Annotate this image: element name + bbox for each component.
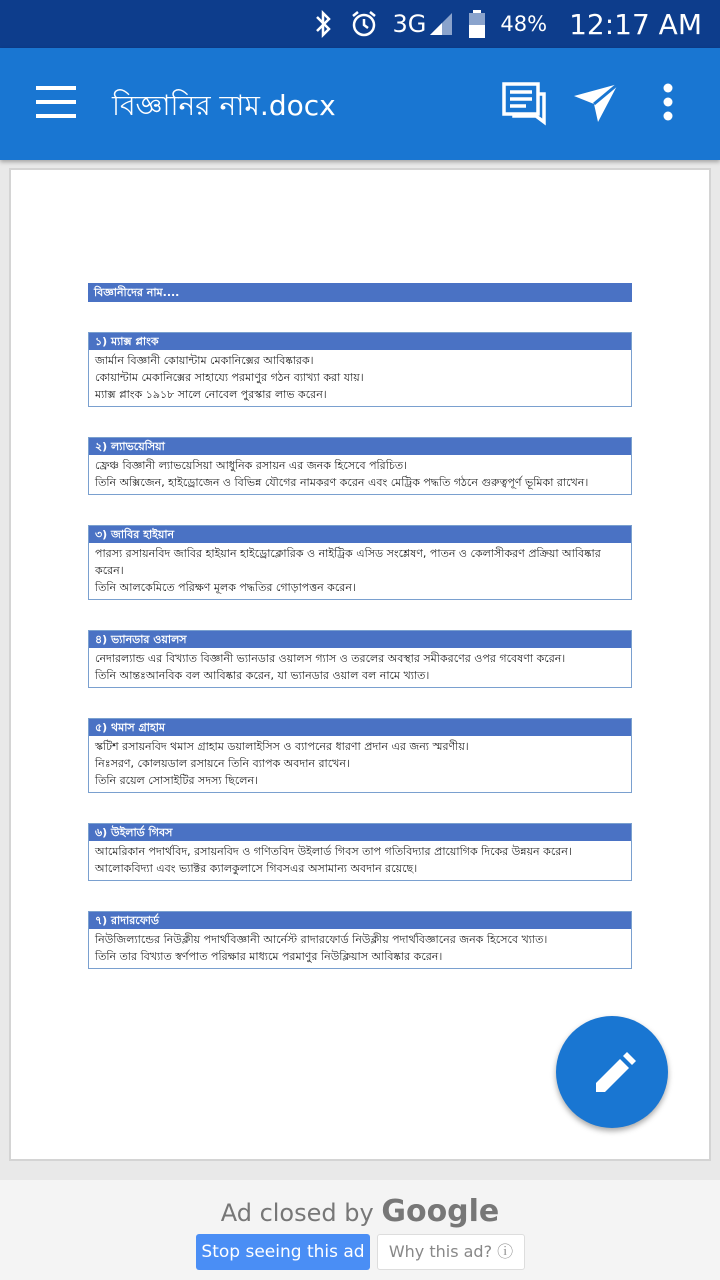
document-title: বিজ্ঞানির নাম.docx [112,89,336,122]
network-type: 3G [392,10,427,38]
entry-title: ৪) ভ্যানডার ওয়ালস [89,631,631,648]
entry-line: নিঃসরণ, কোলয়ডাল রসায়নে তিনি ব্যাপক অবদান রাখেন। [95,757,350,770]
entry-title: ৬) উইলার্ড গিবস [89,824,631,841]
ad-closed-text [0,1194,720,1229]
entry-line: ম্যাক্স প্লাংক ১৯১৮ সালে নোবেল পুরস্কার লাভ করেন। [95,388,327,401]
document-content [88,283,632,969]
comments-icon[interactable] [500,78,552,130]
entry-body [89,543,631,599]
scientist-entry [88,823,632,881]
entry-body [89,648,631,687]
entry-line: তিনি আন্তঃআনবিক বল আবিষ্কার করেন, যা ভ্যানডার ওয়াল বল নামে খ্যাত। [95,669,430,682]
entry-title: ৩) জাবির হাইয়ান [89,526,631,543]
scientist-entry [88,332,632,407]
entry-title: ২) ল্যাভয়েসিয়া [89,438,631,455]
edit-button[interactable] [556,1016,668,1128]
clock: 12:17 AM [569,7,702,41]
scientist-entry [88,911,632,969]
entry-line: তিনি তার বিখ্যাত স্বর্ণপাত পরিক্ষার মাধ্যমে পরমাণুর নিউক্লিয়াস আবিষ্কার করেন। [95,950,443,963]
entry-title: ৫) থমাস গ্রাহাম [89,719,631,736]
app-bar [0,48,720,160]
scientist-entry [88,525,632,600]
entry-body [89,736,631,792]
scientist-entry [88,718,632,793]
entry-line: পারস্য রসায়নবিদ জাবির হাইয়ান হাইড্রোক্লোরিক ও নাইট্রিক এসিড সংশ্লেষণ, পাতন ও কেলাসীকরণ প্রক্রিয়া আবিষ্কার করেন। [95,547,601,577]
entry-line: নেদারল্যান্ড এর বিখ্যাত বিজ্ঞানী ভ্যানডার ওয়ালস গ্যাস ও তরলের অবস্থার সমীকরণের ওপর গবেষণা করেন। [95,652,566,665]
status-bar [0,0,720,48]
battery-icon [468,9,486,39]
entry-line: জার্মান বিজ্ঞানী কোয়ান্টাম মেকানিক্সের আবিষ্কারক। [95,354,314,367]
why-this-ad-button[interactable]: Why this ad? ⓘ [377,1234,525,1270]
ad-closed-prefix: Ad closed by [220,1199,374,1227]
scientist-entry [88,437,632,495]
entry-line: কোয়ান্টাম মেকানিক্সের সাহায্যে পরমাণুর গঠন ব্যাখ্যা করা যায়। [95,371,364,384]
entry-title: ৭) রাদারফোর্ড [89,912,631,929]
entry-line: তিনি রয়েল সোসাইটির সদস্য ছিলেন। [95,774,258,787]
menu-icon[interactable] [36,86,76,120]
google-logo: Google [381,1194,500,1229]
bluetooth-icon [313,9,335,39]
entry-body [89,929,631,968]
entry-title: ১) ম্যাক্স প্লাংক [89,333,631,350]
entry-line: ফ্রেঞ্চ বিজ্ঞানী ল্যাভয়েসিয়া আধুনিক রসায়ন এর জনক হিসেবে পরিচিত। [95,459,408,472]
entry-line: তিনি অক্সিজেন, হাইড্রোজেন ও বিভিন্ন যৌগের নামকরণ করেন এবং মেট্রিক পদ্ধতি গঠনে গুরুত্বপূর্ণ ভূমিকা রাখেন। [95,476,589,489]
entry-body [89,350,631,406]
signal-icon [428,11,454,37]
entry-line: তিনি আলকেমিতে পরিক্ষণ মূলক পদ্ধতির গোড়াপত্তন করেন। [95,581,356,594]
edit-pencil-icon [556,1016,668,1128]
entry-line: নিউজিল্যান্ডের নিউক্লীয় পদার্থবিজ্ঞানী আর্নেস্ট রাদারফোর্ড নিউক্লীয় পদার্থবিজ্ঞানের জনক হিসেবে খ্যাত। [95,933,548,946]
entry-body [89,841,631,880]
stop-seeing-ad-button[interactable]: Stop seeing this ad [196,1234,370,1270]
entry-line: আলোকবিদ্যা এবং ভ্যাক্টর ক্যালকুলাসে গিবসএর অসামান্য অবদান রয়েছে। [95,862,418,875]
battery-percent: 48% [500,12,548,36]
entry-body [89,455,631,494]
scientist-entry [88,630,632,688]
entry-line: স্কটিশ রসায়নবিদ থমাস গ্রাহাম ডয়ালাইসিস ও ব্যাপনের ধারণা প্রদান এর জন্য স্মরণীয়। [95,740,469,753]
entry-line: আমেরিকান পদার্থবিদ, রসায়নবিদ ও গণিতবিদ উইলার্ড গিবস তাপ গতিবিদ্যার প্রায়োগিক দিকের উন্নয়ন করেন। [95,845,572,858]
more-vert-icon[interactable] [648,78,688,130]
send-icon[interactable] [572,78,624,130]
ad-banner [0,1180,720,1280]
alarm-icon [349,9,379,39]
document-header: বিজ্ঞানীদের নাম.... [88,283,632,302]
